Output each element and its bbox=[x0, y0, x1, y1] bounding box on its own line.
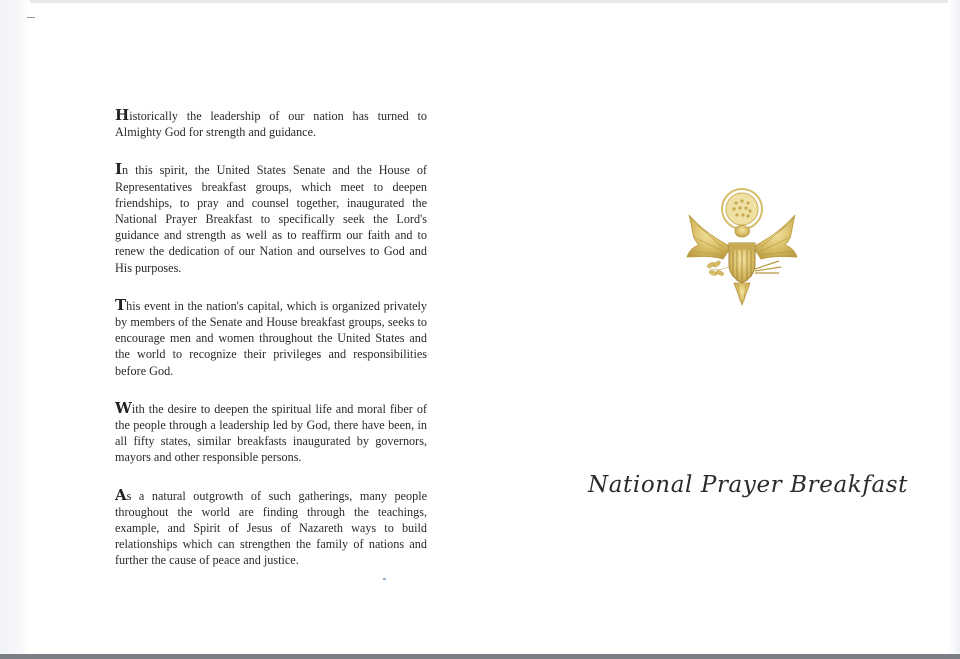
paragraph-text: ith the desire to deepen the spiritual life and moral fiber of the people through a leadership led by God, there have been, in all fifty states, similar breakfasts inaugurated by governors, mayors and other responsible persons. bbox=[115, 401, 427, 465]
paragraph-2 bbox=[115, 161, 427, 275]
paragraph-3 bbox=[115, 297, 427, 379]
paragraph-5 bbox=[115, 487, 427, 569]
drop-initial: A bbox=[115, 485, 127, 504]
ink-speck bbox=[383, 578, 386, 580]
drop-initial: W bbox=[115, 398, 132, 417]
drop-initial: T bbox=[115, 295, 127, 314]
paragraph-text: istorically the leadership of our nation has turned to Almighty God for strength and guidance. bbox=[115, 109, 427, 140]
paragraph-4 bbox=[115, 400, 427, 466]
paragraph-text: n this spirit, the United States Senate and the House of Representatives breakfast groups, which meet to deepen friendships, to pray and counsel together, inaugurated the National Prayer Breakfast to specifically seek the Lord's guidance and strength as well as to reaffirm our faith and to renew the dedication of our Nation and ourselves to God and His purposes. bbox=[115, 163, 427, 275]
scan-edge-left bbox=[0, 0, 30, 659]
scan-edge-bottom bbox=[0, 654, 960, 659]
page-mark bbox=[27, 17, 35, 18]
card-title: National Prayer Breakfast bbox=[588, 472, 908, 498]
paragraph-text: his event in the nation's capital, which is organized privately by members of the Senate and House breakfast groups, seeks to encourage men and women throughout the United States and the world to recognize their privileges and responsibilities before God. bbox=[115, 298, 427, 378]
paragraph-text: s a natural outgrowth of such gatherings, many people throughout the world are finding through the teachings, example, and Spirit of Jesus of Nazareth ways to build relationships which can strengthen the family of nations and further the cause of peace and justice. bbox=[115, 488, 427, 568]
scan-edge-right bbox=[948, 0, 960, 659]
great-seal-eagle-icon bbox=[679, 185, 805, 313]
paragraph-1 bbox=[115, 107, 427, 140]
drop-initial: I bbox=[115, 160, 123, 179]
statement-text bbox=[115, 107, 427, 590]
scan-edge-top bbox=[0, 0, 960, 3]
drop-initial: H bbox=[115, 106, 130, 124]
